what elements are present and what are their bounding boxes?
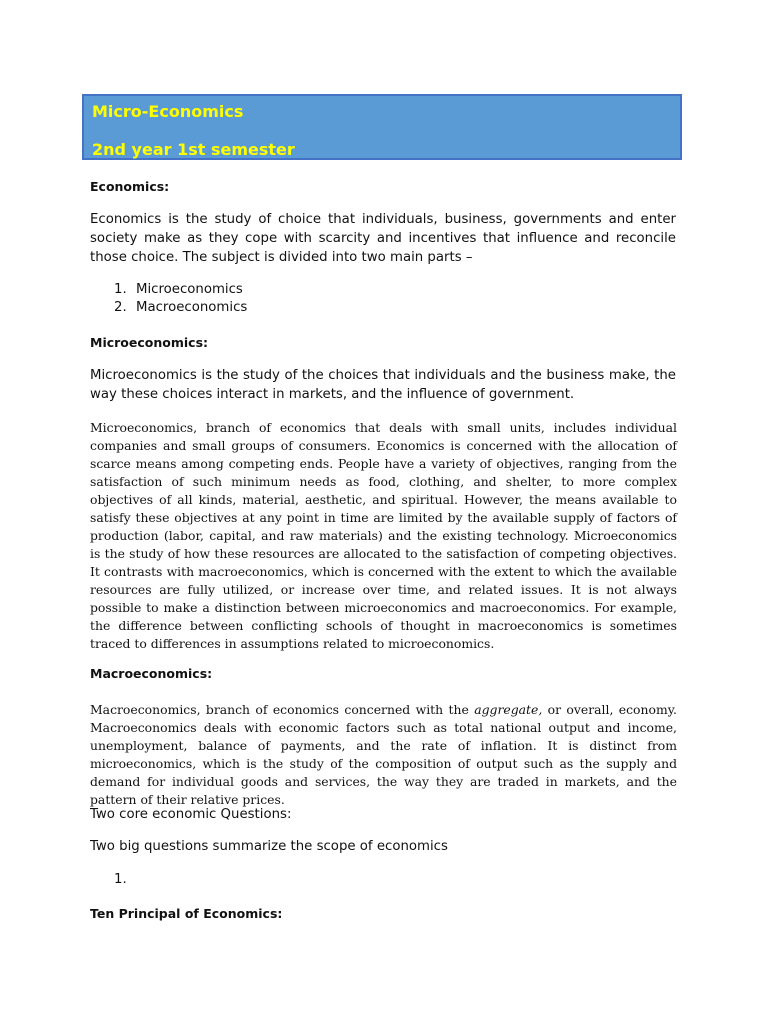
macroeconomics-heading: Macroeconomics:	[90, 666, 213, 681]
microeconomics-heading: Microeconomics:	[90, 335, 209, 350]
title-banner	[82, 94, 682, 160]
question-list	[114, 871, 136, 889]
ten-principles-heading: Ten Principal of Economics:	[90, 906, 283, 921]
economics-heading: Economics:	[90, 179, 170, 194]
aggregate-emphasis: aggregate,	[474, 702, 543, 717]
microeconomics-paragraph-2: Microeconomics, branch of economics that deals with small units, includes individual companies and small groups of consumers. Economics is concerned with the allocation of scarce means among competing ends. People have a variety of objectives, ranging from the satisfaction of such minimum needs as food, clothing, and shelter, to more complex objectives of all kinds, material, aesthetic, and spiritual. However, the means available to satisfy these objectives at any point in time are limited by the available supply of factors of production (labor, capital, and raw materials) and the existing technology. Microeconomics is the study of how these resources are allocated to the satisfaction of competing objectives. It contrasts with macroeconomics, which is concerned with the extent to which the available resources are fully utilized, or increase over time, and related issues. It is not always possible to make a distinction between microeconomics and macroeconomics. For example, the difference between conflicting schools of thought in macroeconomics is sometimes traced to differences in assumptions related to microeconomics.	[90, 420, 677, 651]
list-item: 2. Macroeconomics	[114, 300, 248, 315]
list-item: 1. Microeconomics	[114, 282, 243, 297]
macroeconomics-paragraph: Macroeconomics, branch of economics concerned with the aggregate, or overall, economy. Macroeconomics deals with economic factors such as total national output and income, unemployment, balance of payments, and the rate of inflation. It is distinct from microeconomics, which is the study of the composition of output such as the supply and demand for individual goods and services, the way they are traded in markets, and the pattern of their relative prices.	[90, 702, 677, 807]
document-title: Micro-Economics	[92, 102, 244, 121]
core-questions-line: Two core economic Questions:	[90, 807, 292, 822]
economics-paragraph: Economics is the study of choice that individuals, business, governments and enter society make as they cope with scarcity and incentives that influence and reconcile those choice. The subject is divided into two main parts –	[90, 212, 676, 265]
big-questions-line: Two big questions summarize the scope of economics	[90, 839, 448, 854]
microeconomics-paragraph-1: Microeconomics is the study of the choices that individuals and the business make, the way these choices interact in markets, and the influence of government.	[90, 368, 676, 402]
list-item: 1.	[114, 872, 127, 887]
parts-list	[114, 281, 247, 317]
document-subtitle: 2nd year 1st semester	[92, 140, 295, 159]
